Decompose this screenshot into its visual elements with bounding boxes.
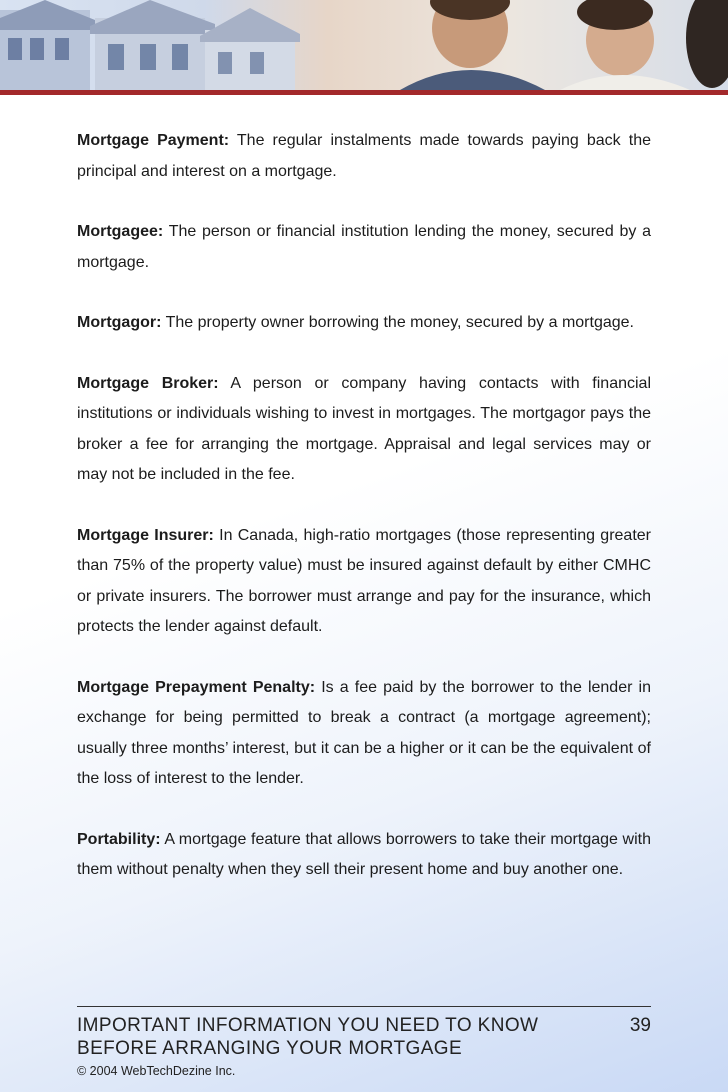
header-photo-illustration bbox=[0, 0, 728, 90]
entry-term: Mortgagee: bbox=[77, 223, 164, 240]
footer-divider bbox=[77, 1006, 651, 1007]
entry-term: Mortgage Broker: bbox=[77, 374, 219, 392]
header-accent-rule bbox=[0, 90, 728, 95]
glossary-entry-mortgage-broker bbox=[77, 369, 651, 491]
glossary-entry-mortgagee bbox=[77, 217, 651, 278]
page-number: 39 bbox=[629, 1015, 651, 1036]
footer-title-line-2: BEFORE ARRANGING YOUR MORTGAGE bbox=[77, 1038, 463, 1059]
entry-definition: The regular instalments made towards paying back the principal and interest on a mortgage. bbox=[77, 132, 652, 180]
glossary-entry-portability bbox=[77, 825, 651, 886]
entry-term: Mortgage Insurer: bbox=[77, 526, 214, 544]
glossary-content bbox=[77, 126, 651, 916]
entry-definition: A mortgage feature that allows borrowers to take their mortgage with them without penalty when they sell their present home and buy another one. bbox=[77, 830, 652, 878]
entry-definition: A person or company having contacts with financial institutions or individuals wishing to invest in mortgages. The mortgagor pays the broker a fee for arranging the mortgage. Appraisal and legal services may or may not be included in the fee. bbox=[77, 374, 652, 483]
entry-definition: Is a fee paid by the borrower to the lender in exchange for being permitted to break a contract (a mortgage agreement); usually three months’ interest, but it can be a higher or it can be the equivalent of the loss of interest to the lender. bbox=[77, 678, 651, 787]
glossary-entry-mortgagor bbox=[77, 308, 651, 339]
header-photo-banner bbox=[0, 0, 728, 90]
glossary-entry-mortgage-payment bbox=[77, 126, 651, 187]
glossary-entry-mortgage-insurer bbox=[77, 521, 651, 643]
entry-term: Portability: bbox=[77, 830, 161, 848]
footer-title bbox=[77, 1014, 577, 1060]
entry-definition: In Canada, high-ratio mortgages (those representing greater than 75% of the property value) must be insured against default by either CMHC or private insurers. The borrower must arrange and pay for the insurance, which protects the lender against default. bbox=[77, 526, 651, 635]
entry-definition: The person or financial institution lending the money, secured by a mortgage. bbox=[77, 223, 652, 271]
footer-title-line-1: IMPORTANT INFORMATION YOU NEED TO KNOW bbox=[77, 1015, 539, 1036]
entry-term: Mortgage Payment: bbox=[77, 132, 230, 149]
glossary-entry-prepayment-penalty bbox=[77, 673, 651, 795]
entry-definition: The property owner borrowing the money, secured by a mortgage. bbox=[165, 314, 634, 331]
entry-term: Mortgagor: bbox=[77, 314, 162, 331]
copyright-notice: © 2004 WebTechDezine Inc. bbox=[77, 1064, 236, 1078]
entry-term: Mortgage Prepayment Penalty: bbox=[77, 678, 316, 696]
